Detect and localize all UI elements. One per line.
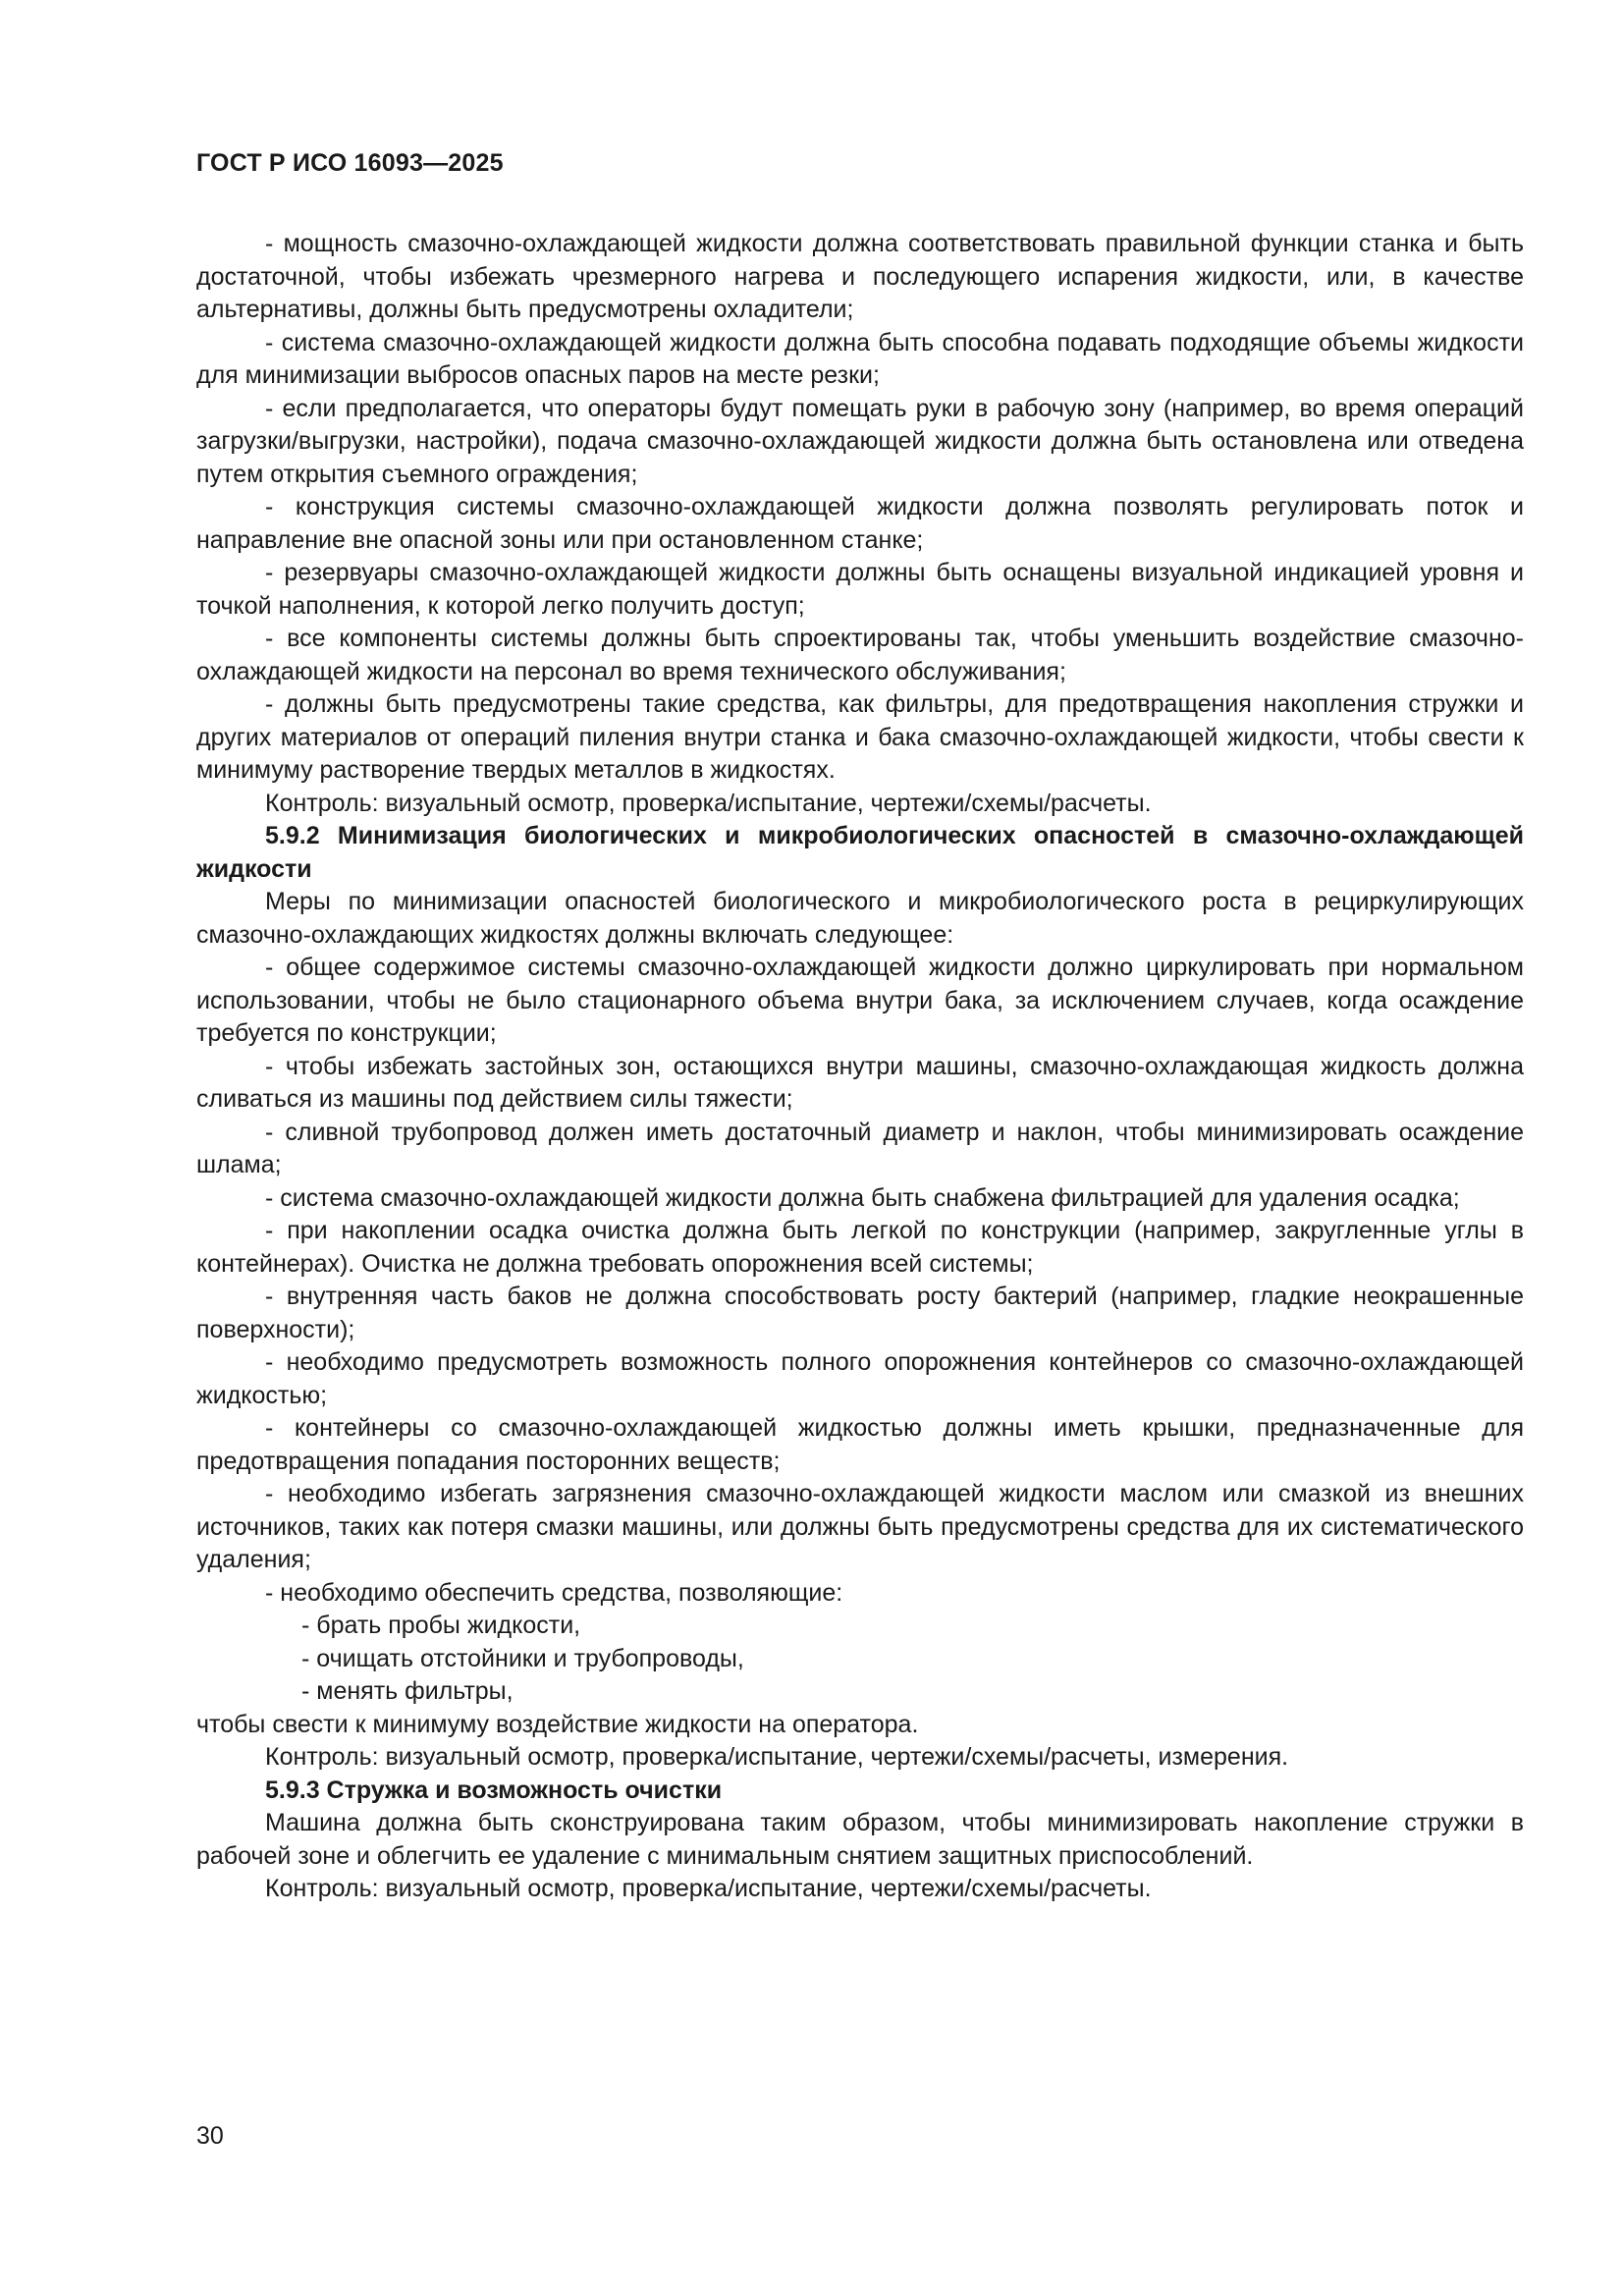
section-heading-5-9-3: 5.9.3 Стружка и возможность очистки [265, 1776, 723, 1804]
section-heading-5-9-2: 5.9.2 Минимизация биологических и микробиологических опасностей в смазочно-охлаждающей жидкости [196, 822, 1524, 883]
control-note: Контроль: визуальный осмотр, проверка/испытание, чертежи/схемы/расчеты, измерения. [265, 1743, 1289, 1771]
list-item: - необходимо предусмотреть возможность полного опорожнения контейнеров со смазочно-охлаждающей жидкостью; [196, 1348, 1524, 1409]
list-item: - внутренняя часть баков не должна способствовать росту бактерий (например, гладкие неокрашенные поверхности); [196, 1283, 1524, 1343]
list-item: - мощность смазочно-охлаждающей жидкости должна соответствовать правильной функции станка и быть достаточной, чтобы избежать чрезмерного нагрева и последующего испарения жидкости, или, в качестве альтернативы, должны быть предусмотрены охладители; [196, 230, 1524, 323]
document-header: ГОСТ Р ИСО 16093—2025 [196, 149, 504, 177]
paragraph: Меры по минимизации опасностей биологического и микробиологического роста в рециркулирующих смазочно-охлаждающих жидкостях должны включать следующее: [196, 888, 1524, 949]
list-item: - конструкция системы смазочно-охлаждающей жидкости должна позволять регулировать поток и направление вне опасной зоны или при остановленном станке; [196, 493, 1524, 554]
list-item: - система смазочно-охлаждающей жидкости должна быть способна подавать подходящие объемы жидкости для минимизации выбросов опасных паров на месте резки; [196, 328, 1524, 389]
sub-list-item: - очищать отстойники и трубопроводы, [301, 1644, 744, 1672]
page-number: 30 [196, 2122, 224, 2150]
list-item: - все компоненты системы должны быть спроектированы так, чтобы уменьшить воздействие смазочно-охлаждающей жидкости на персонал во время технического обслуживания; [196, 625, 1524, 685]
paragraph: Машина должна быть сконструирована таким образом, чтобы минимизировать накопление стружки в рабочей зоне и облегчить ее удаление с минимальным снятием защитных приспособлений. [196, 1809, 1524, 1870]
list-item: - общее содержимое системы смазочно-охлаждающей жидкости должно циркулировать при нормальном использовании, чтобы не было стационарного объема внутри бака, за исключением случаев, когда осаждение требуется по конструкции; [196, 954, 1524, 1047]
list-item: - если предполагается, что операторы будут помещать руки в рабочую зону (например, во время операций загрузки/выгрузки, настройки), подача смазочно-охлаждающей жидкости должна быть остановлена или отведена путем открытия съемного ограждения; [196, 394, 1524, 488]
list-item: - система смазочно-охлаждающей жидкости должна быть снабжена фильтрацией для удаления осадка; [265, 1183, 1460, 1212]
sub-list-item: - менять фильтры, [301, 1677, 514, 1705]
list-item: - необходимо избегать загрязнения смазочно-охлаждающей жидкости маслом или смазкой из внешних источников, таких как потеря смазки машины, или должны быть предусмотрены средства для их систематического удаления; [196, 1480, 1524, 1573]
paragraph: чтобы свести к минимуму воздействие жидкости на оператора. [196, 1710, 919, 1738]
list-item: - чтобы избежать застойных зон, остающихся внутри машины, смазочно-охлаждающая жидкость должна сливаться из машины под действием силы тяжести; [196, 1052, 1524, 1113]
document-body [196, 228, 1524, 1906]
list-item: - должны быть предусмотрены такие средства, как фильтры, для предотвращения накопления стружки и других материалов от операций пиления внутри станка и бака смазочно-охлаждающей жидкости, чтобы свести к минимуму растворение твердых металлов в жидкостях. [196, 690, 1524, 784]
list-item: - необходимо обеспечить средства, позволяющие: [265, 1578, 843, 1607]
list-item: - контейнеры со смазочно-охлаждающей жидкостью должны иметь крышки, предназначенные для предотвращения попадания посторонних веществ; [196, 1414, 1524, 1475]
list-item: - при накоплении осадка очистка должна быть легкой по конструкции (например, закругленные углы в контейнерах). Очистка не должна требовать опорожнения всей системы; [196, 1217, 1524, 1278]
list-item: - сливной трубопровод должен иметь достаточный диаметр и наклон, чтобы минимизировать осаждение шлама; [196, 1118, 1524, 1178]
control-note: Контроль: визуальный осмотр, проверка/испытание, чертежи/схемы/расчеты. [265, 1875, 1152, 1902]
sub-list-item: - брать пробы жидкости, [301, 1612, 581, 1639]
control-note: Контроль: визуальный осмотр, проверка/испытание, чертежи/схемы/расчеты. [265, 789, 1152, 817]
list-item: - резервуары смазочно-охлаждающей жидкости должны быть оснащены визуальной индикацией уровня и точкой наполнения, к которой легко получить доступ; [196, 559, 1524, 620]
